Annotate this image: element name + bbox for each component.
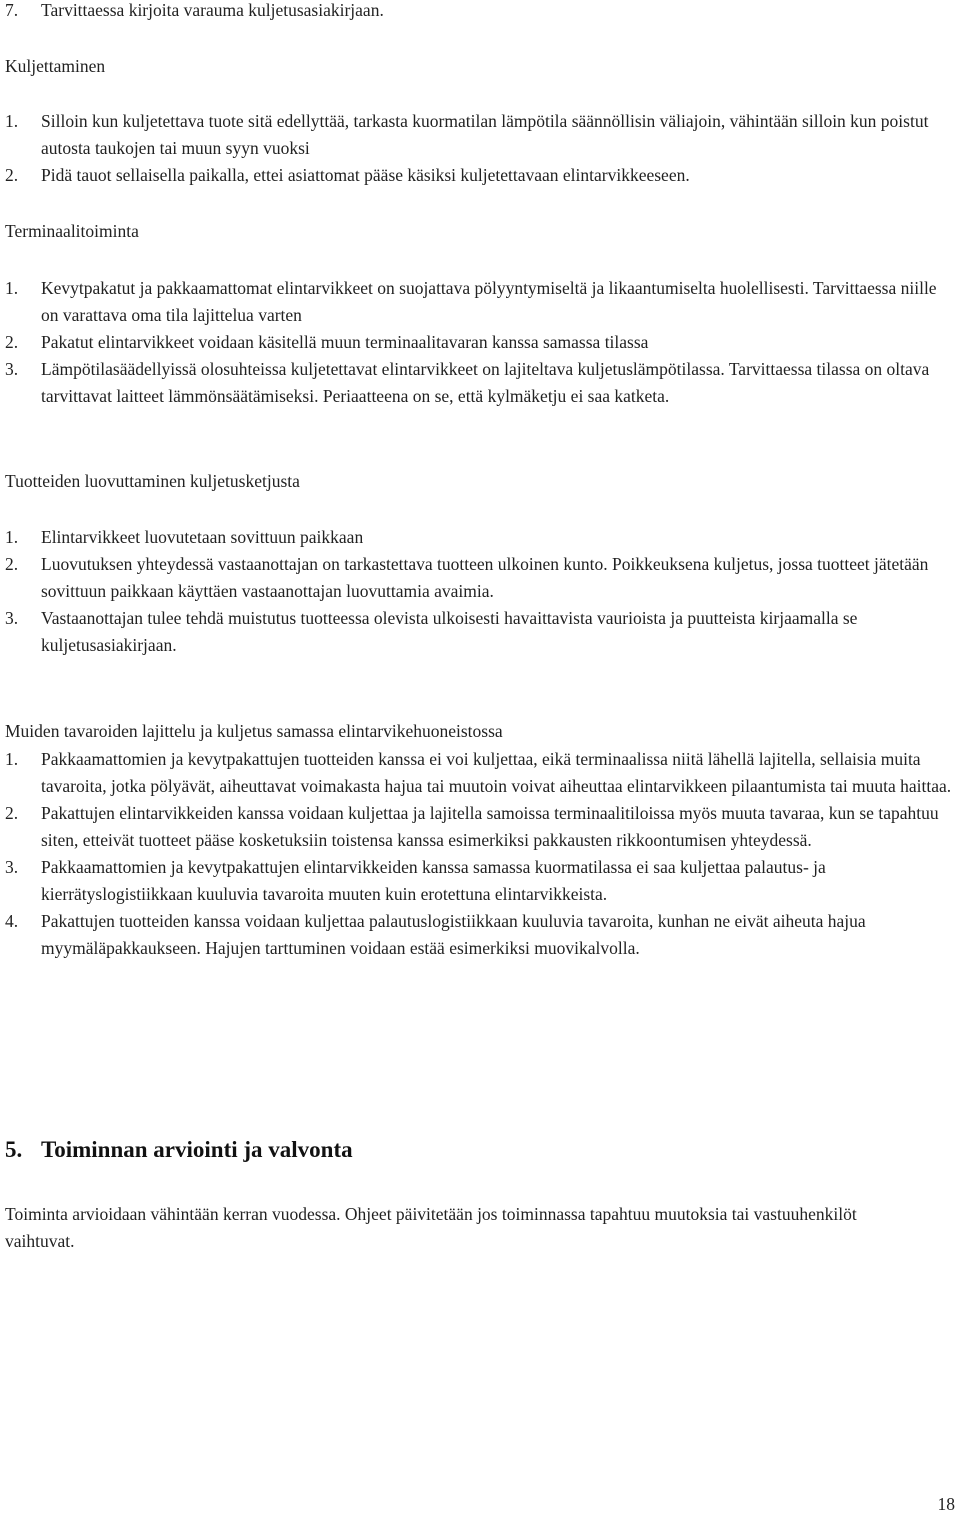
list-item	[5, 800, 955, 854]
list-item-number: 2.	[5, 554, 19, 574]
list-item-number: 2.	[5, 332, 19, 352]
section-5-paragraph: Toiminta arvioidaan vähintään kerran vuodessa. Ohjeet päivitetään jos toiminnassa tapahtuu muutoksia tai vastuuhenkilöt vaihtuvat.	[5, 1204, 857, 1251]
list-item	[5, 356, 955, 410]
list-item	[5, 275, 955, 329]
list-item-text: Tarvittaessa kirjoita varauma kuljetusasiakirjaan.	[41, 0, 384, 20]
list-luovuttaminen	[5, 524, 955, 659]
list-item	[5, 108, 955, 162]
list-item-number: 2.	[5, 803, 19, 823]
list-item-number: 1.	[5, 278, 19, 298]
list-item-text: Vastaanottajan tulee tehdä muistutus tuotteessa olevista ulkoisesti havaittavista vaurioista ja puutteista kirjaamalla se kuljetusasiakirjaan.	[41, 608, 858, 655]
section-number: 5.	[5, 1137, 23, 1162]
list-item-text: Pakattujen tuotteiden kanssa voidaan kuljettaa palautuslogistiikkaan kuuluvia tavaroita, kunhan ne eivät aiheuta hajua myymäläpakkaukseen. Hajujen tarttuminen voidaan estää esimerkiksi muovikalvolla.	[41, 911, 866, 958]
list-item-text: Pakkaamattomien ja kevytpakattujen tuotteiden kanssa ei voi kuljettaa, eikä terminaalissa niitä lähellä lajitella, sellaisia muita tavaroita, jotka pölyävät, aiheuttavat voimakasta hajua tai muutoin voivat aiheuttaa elintarvikkeen pilaantumista tai muuta haittaa.	[41, 749, 952, 796]
list-item-number: 1.	[5, 527, 19, 547]
list-item	[5, 162, 955, 189]
section-heading-muiden-tavaroiden: Muiden tavaroiden lajittelu ja kuljetus samassa elintarvikehuoneistossa	[5, 721, 503, 741]
list-item-number: 4.	[5, 911, 19, 931]
list-item-number: 1.	[5, 749, 19, 769]
list-item-number: 3.	[5, 359, 19, 379]
list-item-text: Lämpötilasäädellyissä olosuhteissa kuljetettavat elintarvikkeet on lajiteltava kuljetuslämpötilassa. Tarvittaessa tilassa on oltava tarvittavat laitteet lämmönsäätämiseksi. Periaatteena on se, että kylmäketju ei saa katketa.	[41, 359, 930, 406]
list-item-number: 1.	[5, 111, 19, 131]
list-item-text: Pidä tauot sellaisella paikalla, ettei asiattomat pääse käsiksi kuljetettavaan elintarvikkeeseen.	[41, 165, 690, 185]
section-heading-kuljettaminen: Kuljettaminen	[5, 56, 106, 76]
list-item	[5, 854, 955, 908]
list-terminaalitoiminta	[5, 275, 955, 410]
section-heading-luovuttaminen: Tuotteiden luovuttaminen kuljetusketjusta	[5, 471, 300, 491]
list-item-number: 3.	[5, 608, 19, 628]
list-item-number: 2.	[5, 165, 19, 185]
list-item-number: 7.	[5, 0, 19, 20]
list-kuljettaminen	[5, 108, 955, 189]
list-item	[5, 746, 955, 800]
section-5-heading	[5, 1135, 955, 1165]
list-item-text: Pakatut elintarvikkeet voidaan käsitellä muun terminaalitavaran kanssa samassa tilassa	[41, 332, 649, 352]
list-item	[5, 329, 955, 356]
list-item-text: Elintarvikkeet luovutetaan sovittuun paikkaan	[41, 527, 364, 547]
list-item-text: Silloin kun kuljetettava tuote sitä edellyttää, tarkasta kuormatilan lämpötila säännöllisin väliajoin, vähintään silloin kun poistut autosta taukojen tai muun syyn vuoksi	[41, 111, 929, 158]
page-number: 18	[937, 1494, 955, 1514]
section-title: Toiminnan arviointi ja valvonta	[41, 1137, 353, 1162]
list-item-text: Kevytpakatut ja pakkaamattomat elintarvikkeet on suojattava pölyyntymiseltä ja likaantumiselta huolellisesti. Tarvittaessa niille on varattava oma tila lajittelua varten	[41, 278, 937, 325]
section-heading-terminaalitoiminta: Terminaalitoiminta	[5, 221, 139, 241]
list-item-text: Pakkaamattomien ja kevytpakattujen elintarvikkeiden kanssa samassa kuormatilassa ei saa kuljettaa palautus- ja kierrätyslogistiikkaan kuuluvia tavaroita muuten kuin erotettuna elintarvikkeista.	[41, 857, 826, 904]
list-item	[5, 524, 955, 551]
list-item	[5, 551, 955, 605]
list-item-text: Pakattujen elintarvikkeiden kanssa voidaan kuljettaa ja lajitella samoissa terminaalitiloissa myös muuta tavaraa, kun se tapahtuu siten, etteivät tuotteet pääse kosketuksiin toistensa kanssa esimerkiksi pakkausten rikkoontumisen yhteydessä.	[41, 803, 939, 850]
list-item-number: 3.	[5, 857, 19, 877]
list-item	[5, 908, 955, 962]
list-item-text: Luovutuksen yhteydessä vastaanottajan on tarkastettava tuotteen ulkoinen kunto. Poikkeuksena kuljetus, jossa tuotteet jätetään sovittuun paikkaan käyttäen vastaanottajan luovuttamia avaimia.	[41, 554, 929, 601]
list-item	[5, 605, 955, 659]
list-item	[5, 0, 955, 24]
list-muiden-tavaroiden	[5, 746, 955, 962]
